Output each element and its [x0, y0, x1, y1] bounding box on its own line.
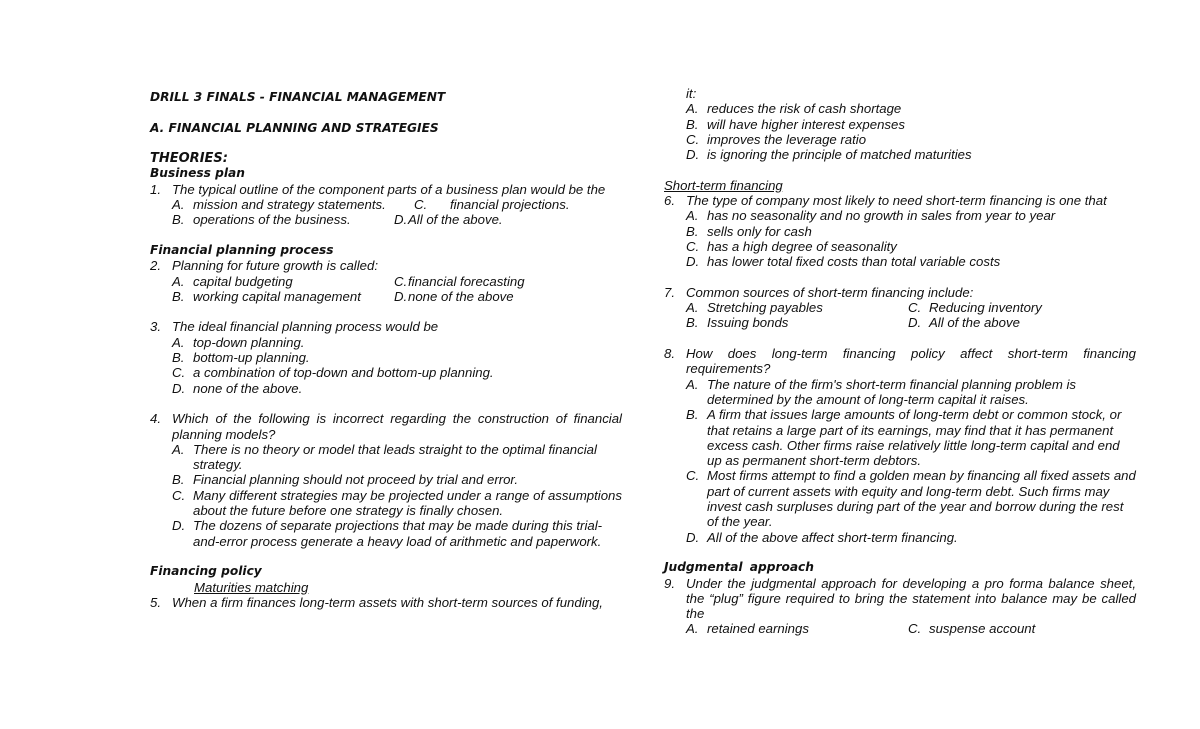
option-text: retained earnings [707, 621, 809, 637]
financing-policy-heading: Financing policy [150, 564, 262, 579]
option-text: The nature of the firm's short-term financial planning problem is determined by the amount of long-term capital it raises. [707, 376, 1077, 407]
question-2 [150, 258, 622, 273]
option-letter: D. [172, 518, 186, 534]
option-letter: B. [172, 472, 185, 488]
option-row [150, 289, 622, 304]
maturities-matching-subheading: Maturities matching [194, 579, 309, 595]
option-letter: B. [686, 116, 699, 132]
option-letter: B. [172, 288, 185, 304]
option-letter: B. [686, 223, 699, 239]
question-text: Which of the following is incorrect regarding the construction of financial planning models? [172, 411, 622, 442]
question-number: 9. [664, 575, 675, 591]
option [150, 518, 622, 549]
option [150, 442, 622, 473]
option-text: a combination of top-down and bottom-up planning. [193, 365, 494, 381]
financial-planning-process-heading: Financial planning process [150, 242, 334, 257]
option-text: has a high degree of seasonality [707, 238, 897, 254]
option-letter: A. [686, 300, 699, 316]
option-letter: A. [172, 441, 185, 457]
option-letter: A. [686, 621, 699, 637]
option-letter: C. [172, 365, 186, 381]
option [664, 407, 1136, 468]
option-text: operations of the business. [193, 212, 351, 228]
question-5 [150, 595, 622, 610]
option-text: Stretching payables [707, 300, 823, 316]
question-number: 4. [150, 411, 161, 427]
question-3 [150, 319, 622, 334]
option-letter: C. [686, 468, 700, 484]
option-letter: D. [686, 147, 700, 163]
option-row [150, 197, 622, 212]
option [150, 381, 622, 396]
left-column [150, 86, 622, 610]
option-letter: A. [172, 273, 185, 289]
option-letter: C. [908, 300, 922, 316]
option-letter: C. [394, 273, 408, 289]
option-text: Financial planning should not proceed by trial and error. [193, 472, 518, 488]
option-text: mission and strategy statements. [193, 197, 386, 213]
option-text: bottom-up planning. [193, 350, 310, 366]
option-text: All of the above. [408, 212, 503, 228]
option-row [664, 300, 1136, 315]
document-title: DRILL 3 FINALS - FINANCIAL MANAGEMENT [150, 90, 446, 104]
question-number: 2. [150, 258, 161, 274]
question-9 [664, 576, 1136, 622]
option-letter: C. [686, 238, 700, 254]
option-letter: A. [686, 208, 699, 224]
option-letter: C. [172, 487, 186, 503]
option-letter: D. [686, 529, 700, 545]
question-number: 5. [150, 594, 161, 610]
option-row [664, 621, 1136, 636]
option-text: All of the above [929, 315, 1020, 331]
option [150, 350, 622, 365]
option [664, 101, 1136, 116]
option-letter: A. [686, 101, 699, 117]
right-column [664, 86, 1136, 637]
option [664, 132, 1136, 147]
option-text: Most firms attempt to find a golden mean by financing all fixed assets and part of current assets with equity and long-term debt. Such firms may invest cash surpluses during part of the year and borrow during the rest of the year. [707, 468, 1136, 530]
question-text: How does long-term financing policy affect short-term financing requirements? [686, 346, 1136, 377]
option-text: All of the above affect short-term financing. [707, 529, 958, 545]
option-text: has no seasonality and no growth in sales from year to year [707, 208, 1056, 224]
question-number: 1. [150, 181, 161, 197]
option-letter: C. [686, 131, 700, 147]
section-heading: A. FINANCIAL PLANNING AND STRATEGIES [150, 120, 439, 135]
option [664, 377, 1136, 408]
option-letter: D. [908, 315, 922, 331]
option [664, 208, 1136, 223]
question-number: 7. [664, 284, 675, 300]
option-letter: A. [172, 334, 185, 350]
short-term-financing-subheading: Short-term financing [664, 177, 783, 193]
option [664, 468, 1136, 529]
question-6 [664, 193, 1136, 208]
option-letter: D. [394, 288, 408, 304]
option-row [664, 315, 1136, 330]
option [150, 488, 622, 519]
question-number: 6. [664, 193, 675, 209]
judgmental-approach-heading: Judgmental approach [664, 560, 814, 575]
option-text: is ignoring the principle of matched maturities [707, 147, 972, 163]
option-letter: C. [908, 621, 922, 637]
option-letter: B. [686, 315, 699, 331]
option-text: Issuing bonds [707, 315, 789, 331]
option-text: There is no theory or model that leads straight to the optimal financial strategy. [193, 441, 597, 473]
question-1 [150, 182, 622, 197]
question-7 [664, 285, 1136, 300]
option-text: none of the above [408, 288, 514, 304]
option-letter: D. [686, 254, 700, 270]
option-letter: C. [414, 197, 428, 213]
option-text: reduces the risk of cash shortage [707, 101, 902, 117]
option-text: will have higher interest expenses [707, 116, 905, 132]
theories-heading: THEORIES: [150, 151, 228, 167]
question-text: The typical outline of the component parts of a business plan would be the [172, 181, 606, 197]
option-row [150, 274, 622, 289]
option-text: The dozens of separate projections that may be made during this trial-and-error process generate a heavy load of arithmetic and paperwork. [193, 518, 603, 549]
option [150, 335, 622, 350]
option-text: financial forecasting [408, 273, 525, 289]
question-number: 8. [664, 346, 675, 362]
option [664, 224, 1136, 239]
option-letter: B. [686, 407, 699, 423]
question-text: Planning for future growth is called: [172, 258, 378, 274]
question-text: Common sources of short-term financing include: [686, 284, 974, 300]
option [664, 147, 1136, 162]
question-text: The ideal financial planning process would be [172, 319, 439, 335]
option-letter: D. [172, 380, 186, 396]
option-text: Many different strategies may be projected under a range of assumptions about the future before one strategy is finally chosen. [193, 487, 622, 519]
option-text: working capital management [193, 288, 361, 304]
business-plan-heading: Business plan [150, 166, 245, 181]
option-letter: B. [172, 350, 185, 366]
option-text: top-down planning. [193, 334, 305, 350]
option-text: has lower total fixed costs than total variable costs [707, 254, 1001, 270]
question-5-continuation: it: [686, 86, 697, 101]
question-8 [664, 346, 1136, 377]
option-letter: B. [172, 212, 185, 228]
option-letter: D. [394, 212, 408, 228]
question-text: When a firm finances long-term assets with short-term sources of funding, [172, 594, 603, 610]
option [664, 530, 1136, 545]
option-text: sells only for cash [707, 223, 812, 239]
option-text: none of the above. [193, 380, 303, 396]
question-text: Under the judgmental approach for developing a pro forma balance sheet, the “plug” figure required to bring the statement into balance may be called the [686, 575, 1136, 622]
option-text: A firm that issues large amounts of long-term debt or common stock, or that retains a large part of its earnings, may find that it has permanent excess cash. Other firms raise relatively little long-term capital and end up as permanent short-term debtors. [707, 407, 1122, 469]
option [664, 117, 1136, 132]
option [664, 239, 1136, 254]
option [150, 472, 622, 487]
option-text: financial projections. [450, 197, 570, 213]
option-text: suspense account [929, 621, 1036, 637]
question-number: 3. [150, 319, 161, 335]
option-text: Reducing inventory [929, 300, 1042, 316]
question-text: The type of company most likely to need short-term financing is one that [686, 193, 1107, 209]
option-text: capital budgeting [193, 273, 293, 289]
option-letter: A. [172, 197, 185, 213]
option-letter: A. [686, 376, 699, 392]
option-row [150, 212, 622, 227]
option [664, 254, 1136, 269]
question-4 [150, 411, 622, 442]
option [150, 365, 622, 380]
option-text: improves the leverage ratio [707, 131, 867, 147]
